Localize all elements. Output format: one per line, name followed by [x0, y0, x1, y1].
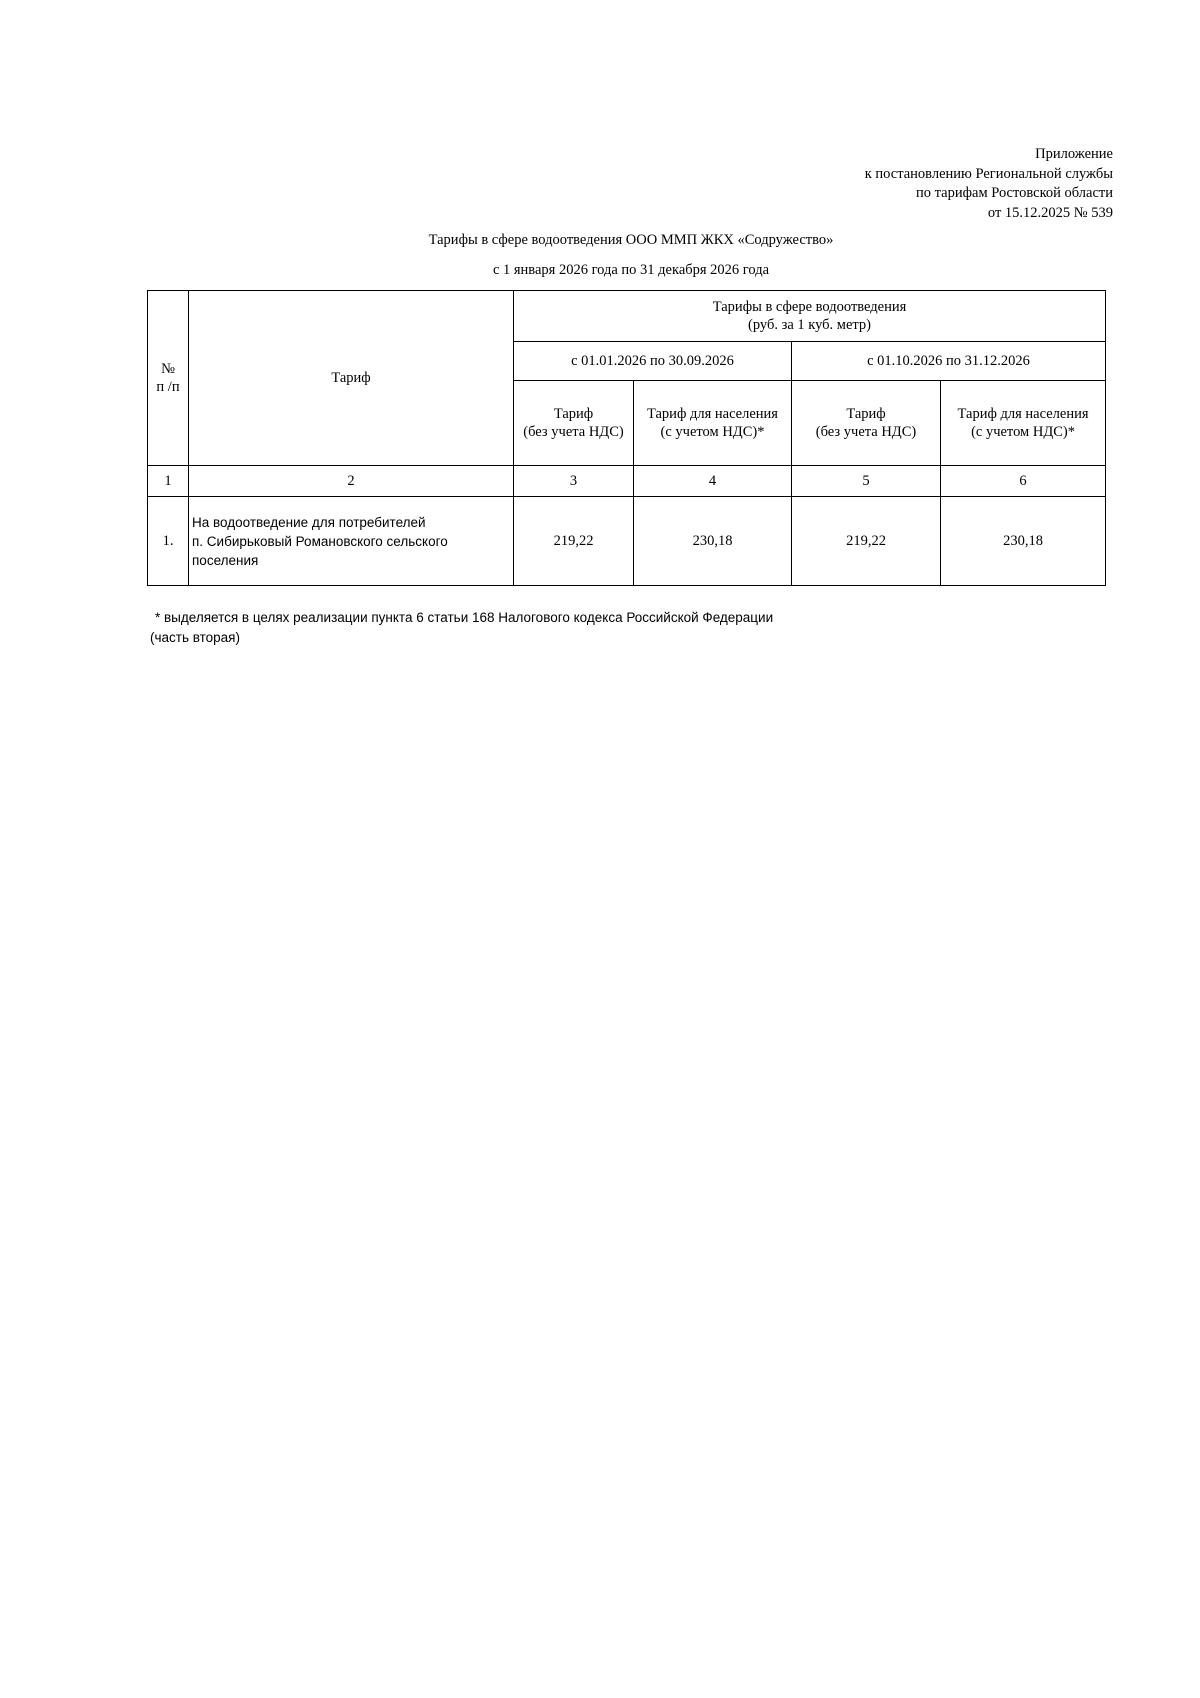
footnote	[150, 608, 773, 648]
row-value-population-p2: 230,18	[941, 497, 1106, 586]
table-header-row	[148, 291, 1106, 342]
footnote-line: (часть вторая)	[150, 630, 240, 645]
header-number-sublabel: п /п	[156, 379, 180, 395]
header-group-unit: (руб. за 1 куб. метр)	[748, 317, 871, 333]
header-tariff-no-vat	[514, 381, 634, 466]
row-tariff-name-line: поселения	[192, 552, 259, 568]
header-tariff-cell: Тариф	[189, 291, 514, 466]
header-group-title: Тарифы в сфере водоотведения	[712, 298, 907, 315]
column-number: 6	[941, 466, 1106, 497]
row-value-population-p1: 230,18	[634, 497, 792, 586]
row-tariff-name	[189, 497, 514, 586]
column-numbers-row	[148, 466, 1106, 497]
appendix-line: по тарифам Ростовской области	[916, 185, 1113, 201]
appendix-block	[865, 145, 1113, 223]
appendix-line: от 15.12.2025 № 539	[987, 204, 1113, 221]
header-number-cell	[148, 291, 189, 466]
header-period-1: с 01.01.2026 по 30.09.2026	[514, 342, 792, 381]
header-sub-note: (без учета НДС)	[523, 424, 624, 440]
header-period-2: с 01.10.2026 по 31.12.2026	[792, 342, 1106, 381]
footnote-line: * выделяется в целях реализации пункта 6 статьи 168 Налогового кодекса Российской Федерации	[155, 610, 774, 625]
appendix-line: к постановлению Региональной службы	[864, 165, 1113, 182]
column-number: 1	[148, 466, 189, 497]
document-period: с 1 января 2026 года по 31 декабря 2026 года	[492, 262, 770, 278]
header-sub-note: (без учета НДС)	[815, 424, 917, 440]
appendix-line: Приложение	[1035, 146, 1113, 162]
header-sub-label: Тариф для населения	[647, 405, 778, 422]
header-sub-note: (с учетом НДС)*	[660, 424, 765, 440]
document-title: Тарифы в сфере водоотведения ООО ММП ЖКХ «Содружество»	[428, 232, 834, 248]
column-number: 4	[634, 466, 792, 497]
tariff-table	[147, 290, 1106, 586]
row-tariff-name-line: п. Сибирьковый Романовского сельского	[192, 533, 448, 549]
header-sub-label: Тариф для населения	[957, 405, 1089, 422]
column-number: 2	[189, 466, 514, 497]
header-group-cell	[514, 291, 1106, 342]
row-value-tariff-p1: 219,22	[514, 497, 634, 586]
header-sub-label: Тариф	[846, 405, 886, 422]
header-tariff-population	[634, 381, 792, 466]
row-tariff-name-line: На водоотведение для потребителей	[192, 514, 426, 530]
column-number: 3	[514, 466, 634, 497]
header-tariff-population	[941, 381, 1106, 466]
header-sub-note: (с учетом НДС)*	[971, 424, 1075, 440]
row-value-tariff-p2: 219,22	[792, 497, 941, 586]
header-sub-label: Тариф	[553, 405, 594, 422]
header-tariff-no-vat	[792, 381, 941, 466]
table-row	[148, 497, 1106, 586]
column-number: 5	[792, 466, 941, 497]
row-number: 1.	[148, 497, 189, 586]
header-number-label: №	[161, 360, 175, 377]
